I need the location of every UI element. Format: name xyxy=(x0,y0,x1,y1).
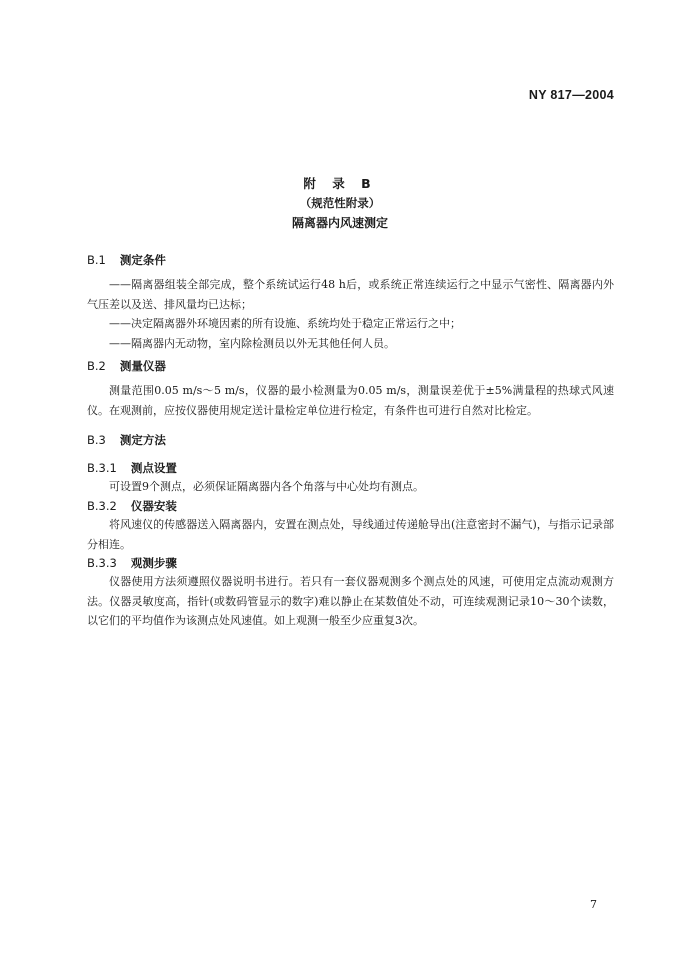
section-number: B.2 xyxy=(87,359,106,373)
section-b31-heading xyxy=(87,460,177,476)
section-b33-body: 仪器使用方法须遵照仪器说明书进行。若只有一套仪器观测多个测点处的风速，可使用定点流动观测方法。仪器灵敏度高，指针(或数码管显示的数字)难以静止在某数值处不动，可连续观测记录10～30个读数，以它们的平均值作为该测点处风速值。如上观测一般至少应重复3次。 xyxy=(87,575,614,627)
page-number: 7 xyxy=(590,898,597,911)
section-title: 观测步骤 xyxy=(130,556,177,570)
section-number: B.3.3 xyxy=(87,556,117,570)
section-number: B.3.2 xyxy=(87,499,117,513)
section-b3-heading xyxy=(87,432,166,448)
section-title: 仪器安装 xyxy=(130,499,177,513)
section-title: 测定方法 xyxy=(119,433,166,447)
section-title: 测量仪器 xyxy=(119,359,166,373)
section-b1-heading xyxy=(87,252,166,268)
section-b33-heading xyxy=(87,555,177,571)
section-title: 测点设置 xyxy=(130,461,177,475)
section-b32-body: 将风速仪的传感器送入隔离器内，安置在测点处，导线通过传递舱导出(注意密封不漏气)，与指示记录部分相连。 xyxy=(87,518,614,551)
appendix-title: 隔离器内风速测定 xyxy=(291,216,388,230)
standard-code: NY 817—2004 xyxy=(528,88,614,102)
list-item: ——隔离器组装全部完成，整个系统试运行48 h后，或系统正常连续运行之中显示气密性、隔离器内外气压差以及送、排风量均已达标； xyxy=(87,278,614,311)
section-b1-body xyxy=(87,275,614,353)
appendix-type: （规范性附录） xyxy=(299,196,381,210)
appendix-label: 附 录 B xyxy=(303,176,377,191)
section-b2-body: 测量范围0.05 m/s～5 m/s，仪器的最小检测量为0.05 m/s，测量误差优于±5%满量程的热球式风速仪。在观测前，应按仪器使用规定送计量检定单位进行检定，有条件也可进行自然对比检定。 xyxy=(87,384,614,417)
list-item: ——隔离器内无动物，室内除检测员以外无其他任何人员。 xyxy=(109,336,395,350)
section-b32-heading xyxy=(87,498,177,514)
section-title: 测定条件 xyxy=(119,253,166,267)
section-number: B.3.1 xyxy=(87,461,117,475)
section-b2-heading xyxy=(87,358,166,374)
section-number: B.1 xyxy=(87,253,106,267)
section-b31-body: 可设置9个测点，必须保证隔离器内各个角落与中心处均有测点。 xyxy=(109,480,424,493)
list-item: ——决定隔离器外环境因素的所有设施、系统均处于稳定正常运行之中； xyxy=(109,317,461,330)
section-number: B.3 xyxy=(87,433,106,447)
